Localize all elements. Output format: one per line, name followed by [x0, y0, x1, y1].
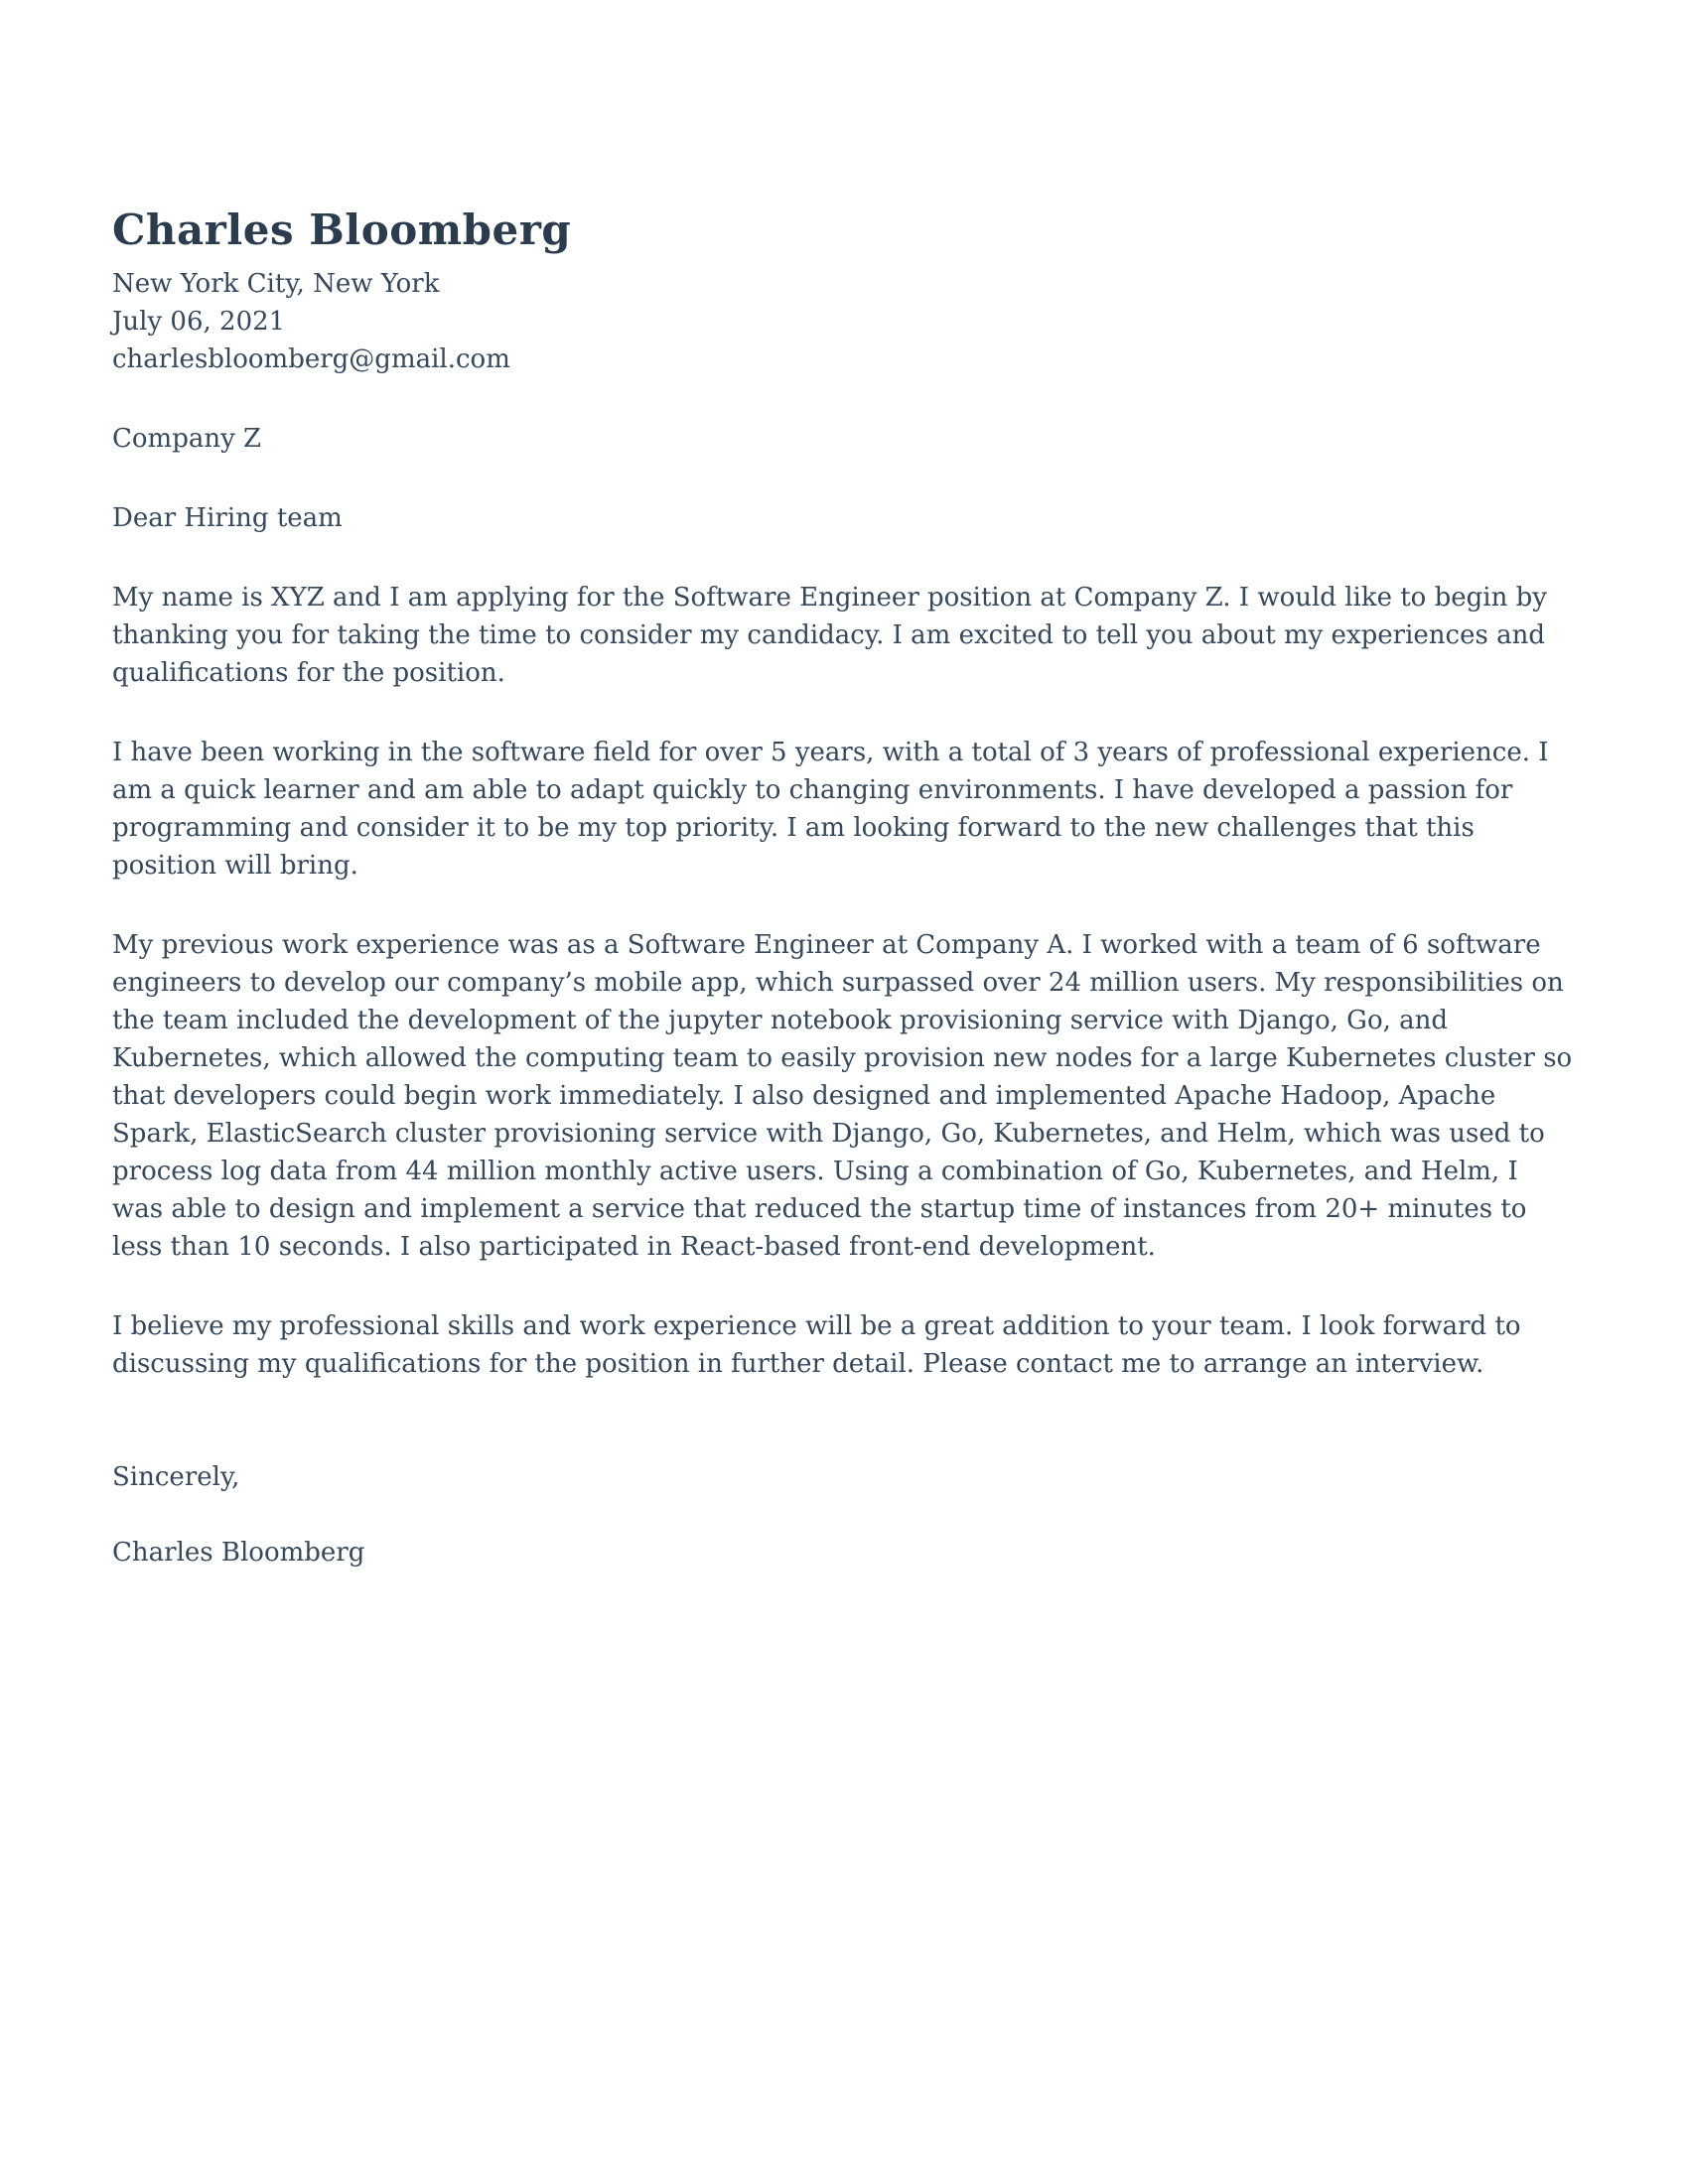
contact-date: July 06, 2021 — [112, 307, 286, 337]
body-paragraph-conclusion: I believe my professional skills and work experience will be a great addition to your team. I look forward to discussing my qualifications for the position in further detail. Please contact me to arrange an interview. — [112, 1311, 1521, 1379]
contact-block — [112, 265, 1576, 378]
body-paragraph-experience-summary: I have been working in the software field for over 5 years, with a total of 3 years of professional experience. I am a quick learner and am able to adapt quickly to changing environments. I have developed a passion for programming and consider it to be my top priority. I am looking forward to the new challenges that this position will bring. — [112, 738, 1549, 881]
recipient-name: Company Z — [112, 424, 262, 454]
body-paragraph-intro: My name is XYZ and I am applying for the Software Engineer position at Company Z. I would like to begin by thanking you for taking the time to consider my candidacy. I am excited to tell you about my experiences and qualifications for the position. — [112, 583, 1547, 688]
signature-name: Charles Bloomberg — [112, 1538, 365, 1568]
contact-email: charlesbloomberg@gmail.com — [112, 344, 510, 374]
contact-location: New York City, New York — [112, 269, 440, 299]
sender-name-heading: Charles Bloomberg — [112, 205, 572, 254]
salutation: Dear Hiring team — [112, 503, 343, 533]
body-paragraph-work-history: My previous work experience was as a Software Engineer at Company A. I worked with a team of 6 software engineers to develop our company’s mobile app, which surpassed over 24 million users. My responsibilities on the team included the development of the jupyter notebook provisioning service with Django, Go, and Kubernetes, which allowed the computing team to easily provision new nodes for a large Kubernetes cluster so that developers could begin work immediately. I also designed and implemented Apache Hadoop, Apache Spark, ElasticSearch cluster provisioning service with Django, Go, Kubernetes, and Helm, which was used to process log data from 44 million monthly active users. Using a combination of Go, Kubernetes, and Helm, I was able to design and implement a service that reduced the startup time of instances from 20+ minutes to less than 10 seconds. I also participated in React-based front-end development. — [112, 930, 1573, 1262]
closing-salutation: Sincerely, — [112, 1462, 240, 1492]
